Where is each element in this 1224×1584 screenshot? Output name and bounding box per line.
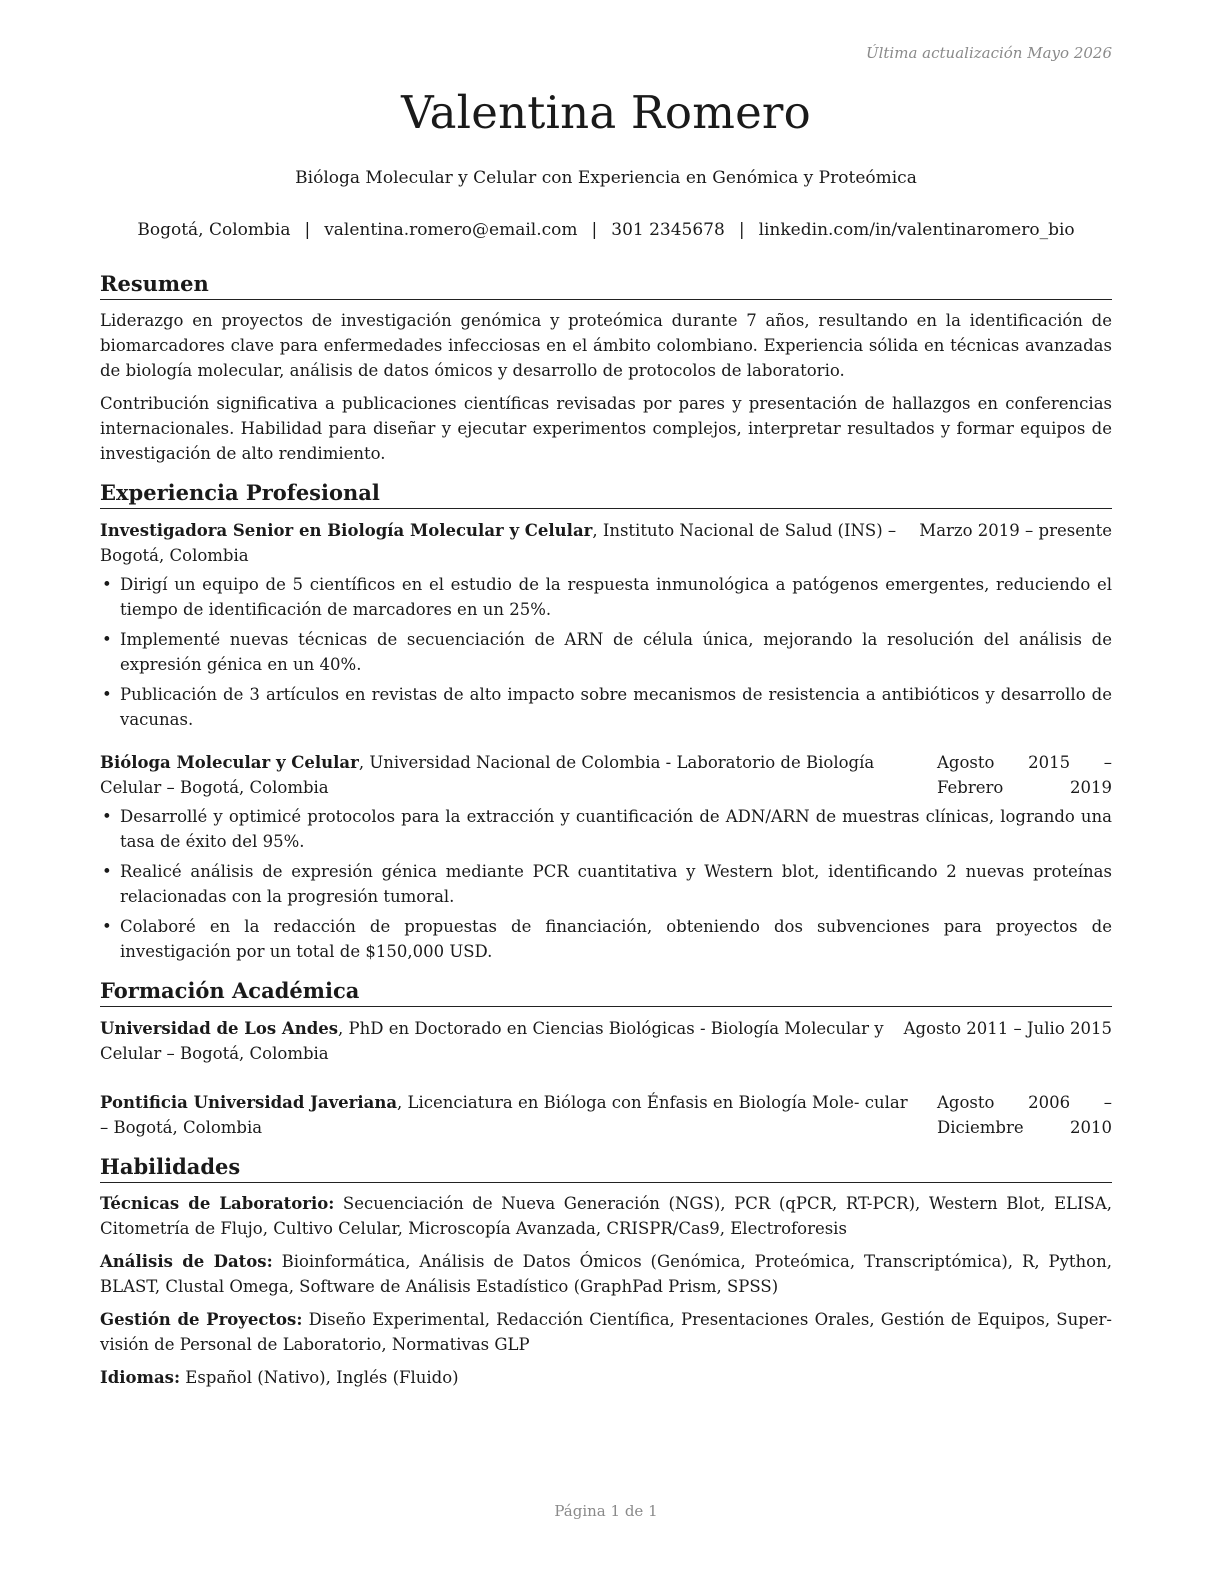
job-dates: Agosto 2015 – Febrero 2019: [937, 753, 1112, 797]
contact-separator: |: [304, 220, 311, 240]
summary-section: [100, 271, 1112, 466]
contact-location: Bogotá, Colombia: [137, 220, 291, 240]
job-bullets: [100, 572, 1112, 732]
contact-linkedin[interactable]: linkedin.com/in/valentinaromero_bio: [758, 220, 1075, 240]
job-role: Bióloga Molecular y Celular: [100, 753, 359, 772]
skill-text: Diseño Experimental, Redacción Científica, Presentaciones Orales, Gestión de Equipos, Super- visión de Personal de Laboratorio, Normativas GLP: [100, 1310, 1112, 1354]
education-degree: , PhD en Doctorado en Ciencias Biológicas - Biología Molecular y Celular – Bogotá, Colombia: [100, 1019, 884, 1063]
education-header: [100, 1016, 1112, 1066]
list-item: [100, 804, 1112, 854]
skill-text: Secuenciación de Nueva Generación (NGS), PCR (qPCR, RT-PCR), Western Blot, ELISA, Citometría de Flujo, Cultivo Celular, Microscopía Avanzada, CRISPR/Cas9, Electroforesis: [100, 1194, 1112, 1238]
education-dates: Agosto 2011 – Julio 2015: [903, 1019, 1112, 1038]
job-bullets: [100, 804, 1112, 964]
candidate-name: Valentina Romero: [401, 86, 811, 139]
education-school: Pontificia Universidad Javeriana: [100, 1093, 398, 1112]
skill-item: [100, 1249, 1112, 1299]
job-org: , Instituto Nacional de Salud (INS) – Bogotá, Colombia: [100, 521, 897, 565]
section-title-experience: Experiencia Profesional: [100, 480, 1112, 509]
job-title-line: [100, 518, 901, 568]
education-entry: [100, 1016, 1112, 1066]
list-item: [100, 914, 1112, 964]
bullet-text: Implementé nuevas técnicas de secuenciación de ARN de célula única, mejorando la resolución del análisis de expresión génica en un 40%.: [120, 630, 1112, 674]
bullet-icon: •: [102, 807, 112, 826]
professional-headline: Bióloga Molecular y Celular con Experiencia en Genómica y Proteómica: [295, 168, 917, 188]
page-number: Página 1 de 1: [554, 1502, 658, 1520]
education-section: [100, 978, 1112, 1140]
job-entry: [100, 518, 1112, 732]
skills-section: [100, 1154, 1112, 1390]
skill-item: [100, 1365, 1112, 1390]
resume-page: [100, 0, 1112, 1584]
section-title-skills: Habilidades: [100, 1154, 1112, 1183]
summary-paragraph: Liderazgo en proyectos de investigación genómica y proteómica durante 7 años, resultando en la identificación de biomarcadores clave para enfermedades infecciosas en el ámbito colombiano. Experiencia sólida en técnicas avanzadas de biología molecular, análisis de datos ómicos y desarrollo de protocolos de laboratorio.: [100, 311, 1112, 380]
bullet-text: Colaboré en la redacción de propuestas de financiación, obteniendo dos subvenciones para proyectos de investigación por un total de $150,000 USD.: [120, 917, 1112, 961]
bullet-text: Desarrollé y optimicé protocolos para la extracción y cuantificación de ADN/ARN de muestras clínicas, logrando una tasa de éxito del 95%.: [120, 807, 1112, 851]
summary-paragraph: Contribución significativa a publicaciones científicas revisadas por pares y presentación de hallazgos en conferencias internacionales. Habilidad para diseñar y ejecutar experimentos complejos, interpretar resultados y formar equipos de investigación de alto rendimiento.: [100, 394, 1112, 463]
bullet-icon: •: [102, 862, 112, 881]
contact-separator: |: [738, 220, 745, 240]
job-role: Investigadora Senior en Biología Molecular y Celular: [100, 521, 593, 540]
contact-email[interactable]: valentina.romero@email.com: [324, 220, 578, 240]
list-item: [100, 572, 1112, 622]
list-item: [100, 627, 1112, 677]
experience-section: [100, 480, 1112, 964]
skill-label: Gestión de Proyectos:: [100, 1310, 303, 1329]
job-header: [100, 750, 1112, 800]
bullet-text: Realicé análisis de expresión génica mediante PCR cuantitativa y Western blot, identificando 2 nuevas proteínas relacionadas con la progresión tumoral.: [120, 862, 1112, 906]
skill-text: Bioinformática, Análisis de Datos Ómicos (Genómica, Proteómica, Transcriptómica), R, Python, BLAST, Clustal Omega, Software de Análisis Estadístico (GraphPad Prism, SPSS): [100, 1252, 1112, 1296]
list-item: [100, 682, 1112, 732]
education-dates: Agosto 2006 – Diciembre 2010: [937, 1093, 1112, 1137]
skill-label: Análisis de Datos:: [100, 1252, 273, 1271]
bullet-text: Publicación de 3 artículos en revistas de alto impacto sobre mecanismos de resistencia a antibióticos y desarrollo de vacunas.: [120, 685, 1112, 729]
job-title-line: [100, 750, 919, 800]
section-title-education: Formación Académica: [100, 978, 1112, 1007]
job-dates: Marzo 2019 – presente: [919, 521, 1112, 540]
education-entry: [100, 1090, 1112, 1140]
education-title-line: [100, 1016, 886, 1066]
contact-phone: 301 2345678: [611, 220, 725, 240]
list-item: [100, 859, 1112, 909]
job-entry: [100, 750, 1112, 964]
skill-label: Idiomas:: [100, 1368, 181, 1387]
bullet-icon: •: [102, 685, 112, 704]
contact-line: [100, 220, 1112, 240]
education-title-line: [100, 1090, 919, 1140]
skill-item: [100, 1191, 1112, 1241]
skill-label: Técnicas de Laboratorio:: [100, 1194, 335, 1213]
bullet-icon: •: [102, 630, 112, 649]
section-title-summary: Resumen: [100, 271, 1112, 300]
job-org: , Universidad Nacional de Colombia - Laboratorio de Biología Celular – Bogotá, Colombia: [100, 753, 875, 797]
resume-content: [100, 271, 1112, 1404]
job-header: [100, 518, 1112, 568]
bullet-icon: •: [102, 575, 112, 594]
education-school: Universidad de Los Andes: [100, 1019, 339, 1038]
skill-text: Español (Nativo), Inglés (Fluido): [180, 1368, 459, 1387]
education-header: [100, 1090, 1112, 1140]
bullet-icon: •: [102, 917, 112, 936]
bullet-text: Dirigí un equipo de 5 científicos en el estudio de la respuesta inmunológica a patógenos emergentes, reduciendo el tiempo de identificación de marcadores en un 25%.: [120, 575, 1112, 619]
education-degree: , Licenciatura en Bióloga con Énfasis en Biología Mole- cular – Bogotá, Colombia: [100, 1093, 908, 1137]
contact-separator: |: [591, 220, 598, 240]
skill-item: [100, 1307, 1112, 1357]
last-updated: Última actualización Mayo 2026: [865, 44, 1112, 62]
